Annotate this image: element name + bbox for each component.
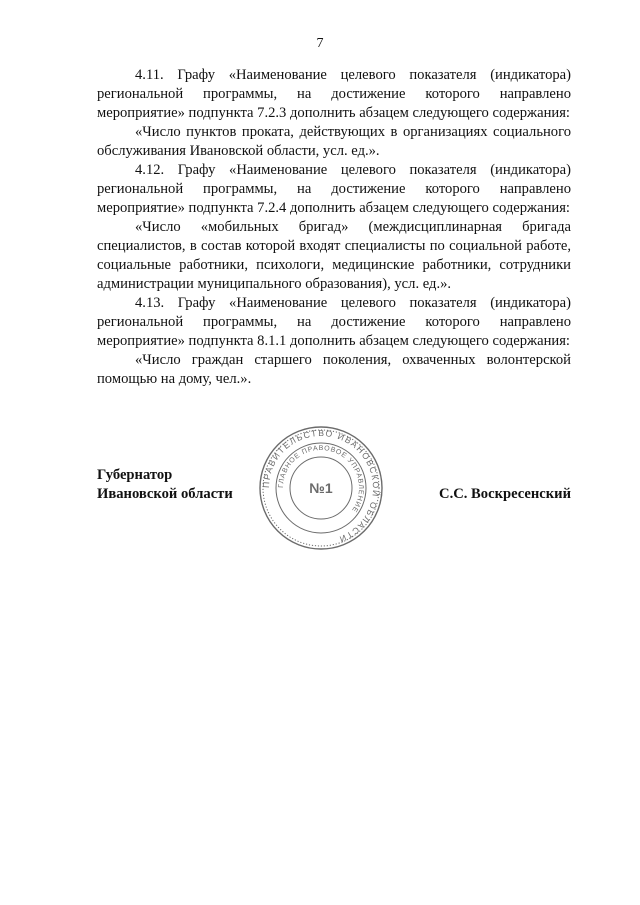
paragraph-4-12: 4.12. Графу «Наименование целевого показателя (индикатора) региональной программы, на достижение которого направлено мероприятие» подпункта 7.2.4 дополнить абзацем следующего содержания: (97, 162, 571, 216)
seal-outer-text: ПРАВИТЕЛЬСТВО ИВАНОВСКОЙ ОБЛАСТИ (260, 427, 382, 545)
signatory-title-line1: Губернатор (97, 467, 173, 483)
paragraph-4-11: 4.11. Графу «Наименование целевого показателя (индикатора) региональной программы, на достижение которого направлено мероприятие» подпункта 7.2.3 дополнить абзацем следующего содержания: (97, 67, 571, 121)
paragraph-4-12-quote: «Число «мобильных бригад» (междисциплинарная бригада специалистов, в состав которой входят специалисты по социальной работе, социальные работники, психологи, медицинские работники, сотрудники администрации муниципального образования), усл. ед.». (97, 219, 571, 292)
seal-inner-text: ГЛАВНОЕ ПРАВОВОЕ УПРАВЛЕНИЕ (277, 444, 365, 514)
paragraph-4-13: 4.13. Графу «Наименование целевого показателя (индикатора) региональной программы, на достижение которого направлено мероприятие» подпункта 8.1.1 дополнить абзацем следующего содержания: (97, 295, 571, 349)
paragraph-4-11-quote: «Число пунктов проката, действующих в организациях социального обслуживания Ивановской области, усл. ед.». (97, 124, 571, 159)
page-number: 7 (316, 36, 324, 51)
signatory-title (97, 466, 233, 504)
official-seal (258, 425, 384, 551)
signatory-title-line2: Ивановской области (97, 486, 233, 502)
document-body (97, 66, 571, 389)
signatory-name: С.С. Воскресенский (439, 486, 571, 502)
paragraph-4-13-quote: «Число граждан старшего поколения, охваченных волонтерской помощью на дому, чел.». (97, 352, 571, 387)
seal-center-number: №1 (309, 480, 333, 496)
